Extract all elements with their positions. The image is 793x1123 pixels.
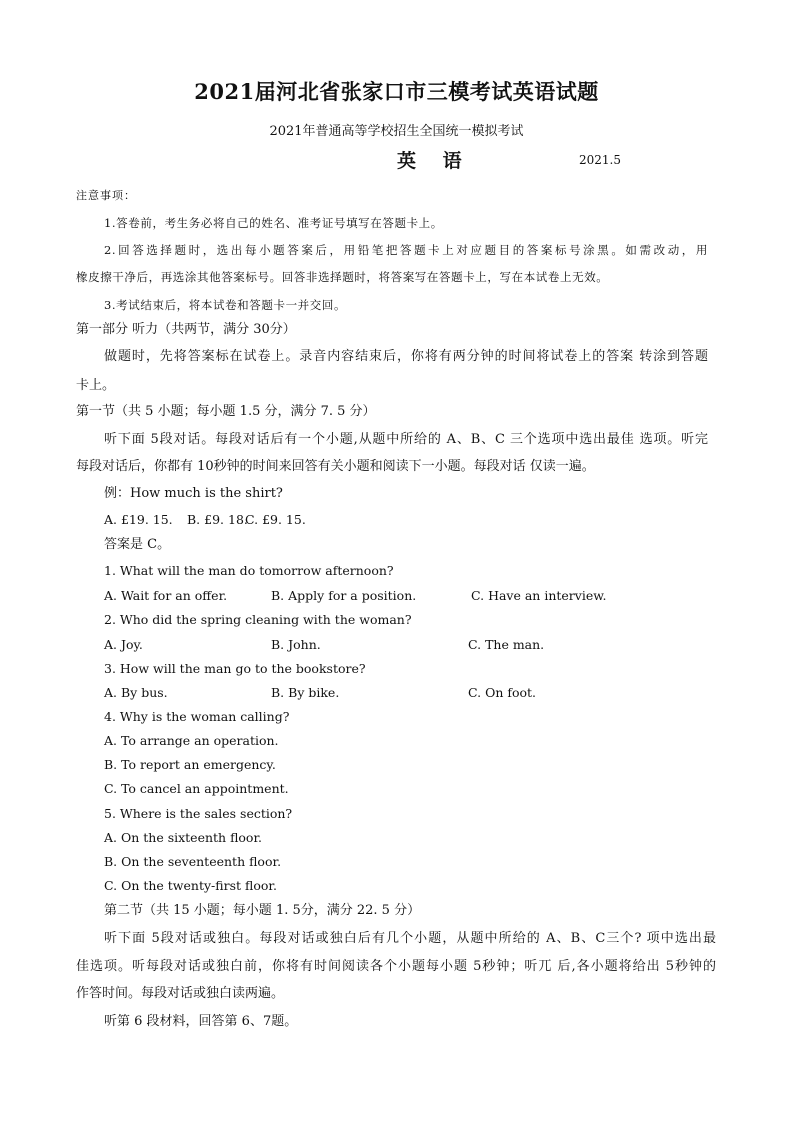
q3-option-b: B. By bike. <box>271 685 340 700</box>
note-item-1: 1.答卷前，考生务必将自己的姓名、准考证号填写在答题卡上。 <box>104 216 443 230</box>
q1-option-a: A. Wait for an offer. <box>104 588 228 603</box>
section1-heading: 第一节（共 5 小题；每小题 1.5 分，满分 7. 5 分） <box>76 404 376 419</box>
section2-material: 听第 6 段材料，回答第 6、7题。 <box>104 1014 298 1029</box>
question-2: 2. Who did the spring cleaning with the woman? <box>104 612 412 627</box>
q5-option-b: B. On the seventeenth floor. <box>104 854 282 869</box>
example-answer: 答案是 C。 <box>104 537 171 552</box>
exam-date: 2021.5 <box>579 153 621 167</box>
subject-title: 英 语 <box>397 150 472 172</box>
q4-option-c: C. To cancel an appointment. <box>104 781 289 796</box>
q2-option-a: A. Joy. <box>104 637 143 652</box>
section2-instr-line2: 佳选项。听每段对话或独白前，你将有时间阅读各个小题每小题 5秒钟；听兀 后,各小题将给出 5秒钟的 <box>76 959 716 974</box>
notes-heading: 注意事项： <box>76 189 136 202</box>
page-title: 2021届河北省张家口市三模考试英语试题 <box>194 79 599 104</box>
section1-instr-line1: 听下面 5段对话。每段对话后有一个小题,从题中所给的 A、B、C 三个选项中选出最佳 选项。听完 <box>104 432 708 447</box>
section1-instr-line2: 每段对话后，你都有 10秒钟的时间来回答有关小题和阅读下一小题。每段对话 仅读一遍。 <box>76 459 595 474</box>
q2-option-b: B. John. <box>271 637 321 652</box>
exam-subtitle: 2021年普通高等学校招生全国统一模拟考试 <box>269 124 524 139</box>
q5-option-a: A. On the sixteenth floor. <box>104 830 263 845</box>
q3-option-c: C. On foot. <box>468 685 537 700</box>
section2-instr-line3: 作答时间。每段对话或独白读两遍。 <box>76 986 285 1001</box>
part1-intro-line1: 做题时，先将答案标在试卷上。录音内容结束后，你将有两分钟的时间将试卷上的答案 转涂到答题 <box>104 349 708 364</box>
example-option-b: B. £9. 18. <box>187 512 248 527</box>
note-item-2-line1: 2.回答选择题时，选出每小题答案后，用铅笔把答题卡上对应题目的答案标号涂黑。如需改动，用 <box>104 243 708 257</box>
q1-option-b: B. Apply for a position. <box>271 588 417 603</box>
q5-option-c: C. On the twenty-first floor. <box>104 878 277 893</box>
q4-option-b: B. To report an emergency. <box>104 757 276 772</box>
section2-heading: 第二节（共 15 小题；每小题 1. 5分，满分 22. 5 分） <box>104 903 421 918</box>
note-item-3: 3.考试结束后，将本试卷和答题卡一并交回。 <box>104 298 347 312</box>
q4-option-a: A. To arrange an operation. <box>104 733 279 748</box>
section2-instr-line1: 听下面 5段对话或独白。每段对话或独白后有几个小题，从题中所给的 A、B、C三个? 项中选出最 <box>104 931 716 946</box>
question-1: 1. What will the man do tomorrow afternoon? <box>104 563 394 578</box>
question-5: 5. Where is the sales section? <box>104 806 293 821</box>
question-4: 4. Why is the woman calling? <box>104 709 290 724</box>
example-question: 例：How much is the shirt? <box>104 486 283 501</box>
example-option-a: A. £19. 15. <box>104 512 173 527</box>
q3-option-a: A. By bus. <box>104 685 168 700</box>
q1-option-c: C. Have an interview. <box>471 588 607 603</box>
q2-option-c: C. The man. <box>468 637 545 652</box>
part1-heading: 第一部分 听力（共两节，满分 30分） <box>76 322 296 337</box>
example-option-c: C. £9. 15. <box>245 512 306 527</box>
part1-intro-line2: 卡上。 <box>76 378 116 393</box>
note-item-2-line2: 橡皮擦干净后，再选涂其他答案标号。回答非选择题时，将答案写在答题卡上，写在本试卷上无效。 <box>76 270 609 284</box>
question-3: 3. How will the man go to the bookstore? <box>104 661 366 676</box>
